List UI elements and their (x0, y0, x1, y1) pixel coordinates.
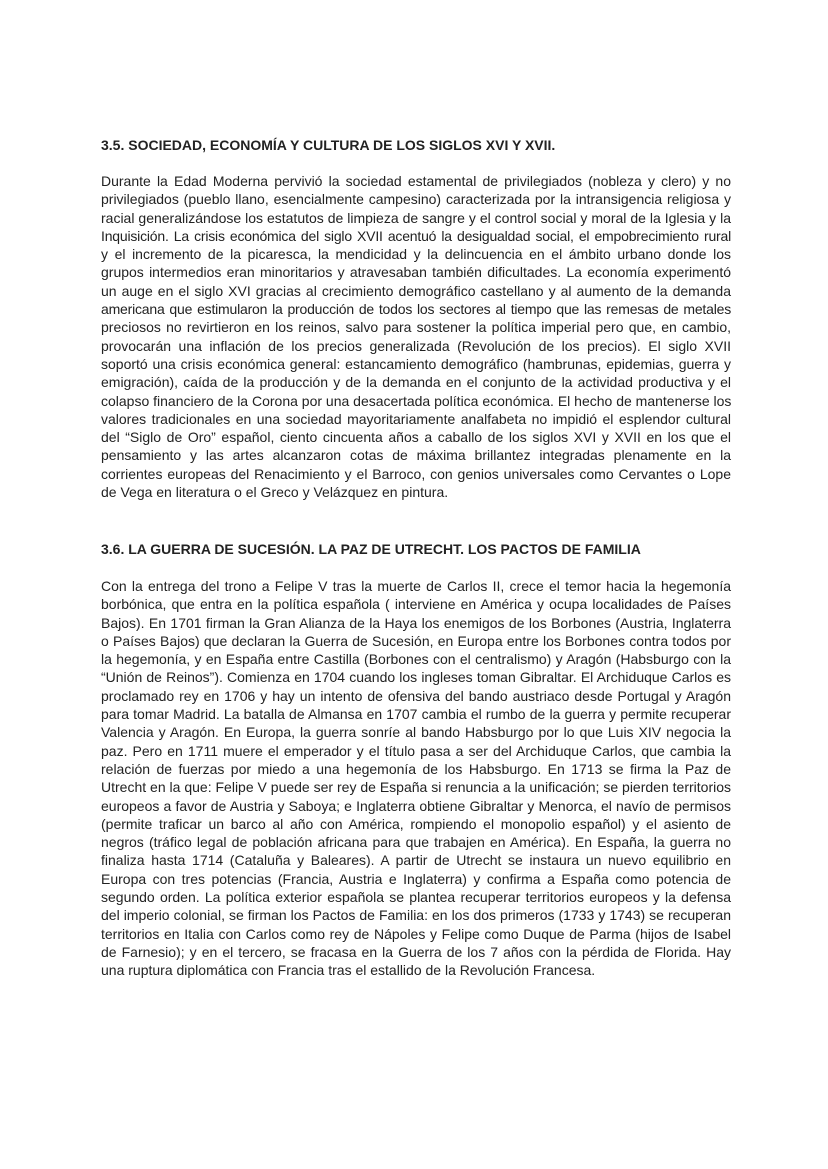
section-paragraph-3-6 (101, 577, 731, 980)
paragraph-line: americana que estimularon la producción de todos los sectores al tiempo que las remesas de metales (101, 301, 731, 318)
paragraph-line: un auge en el siglo XVI gracias al crecimiento demográfico castellano y al aumento de la demanda (101, 282, 731, 299)
paragraph-line: grupos intermedios eran minoritarios y atravesaban también dificultades. La economía experimentó (101, 264, 731, 281)
paragraph-line: “Unión de Reinos”). Comienza en 1704 cuando los ingleses toman Gibraltar. El Archiduque Carlos es (101, 669, 731, 686)
paragraph-line: borbónica, que entra en la política española ( interviene en América y ocupa localidades de Países (101, 596, 731, 613)
paragraph-line: racial generalizándose los estatutos de limpieza de sangre y el control social y moral de la Iglesia y la (101, 209, 731, 226)
paragraph-line: Utrecht en la que: Felipe V puede ser rey de España si renuncia a la unificación; se pierden territorios (101, 779, 731, 796)
paragraph-line: valores tradicionales en una sociedad mayoritariamente analfabeta no impidió el esplendor cultural (101, 410, 731, 427)
paragraph-line: Bajos). En 1701 firman la Gran Alianza de la Haya los enemigos de los Borbones (Austria, Inglaterra (101, 614, 731, 631)
paragraph-line: del imperio colonial, se firman los Pactos de Familia: en los dos primeros (1733 y 1743) se recuperan (101, 907, 731, 924)
paragraph-line: para tomar Madrid. La batalla de Almansa en 1707 cambia el rumbo de la guerra y permite recuperar (101, 706, 731, 723)
paragraph-line: una ruptura diplomática con Francia tras el estallido de la Revolución Francesa. (101, 962, 596, 979)
paragraph-line: pensamiento y las artes alcanzaron cotas de máxima brillantez integradas plenamente en la (101, 447, 731, 464)
paragraph-line: paz. Pero en 1711 muere el emperador y el título pasa a ser del Archiduque Carlos, que cambia la (101, 742, 731, 759)
paragraph-line: de Farnesio); y en el tercero, se fracasa en la Guerra de los 7 años con la pérdida de Florida. Hay (101, 943, 731, 960)
paragraph-line: negros (tráfico legal de población africana para que trabajen en América). En España, la guerra no (101, 834, 731, 851)
paragraph-line: Inquisición. La crisis económica del siglo XVII acentuó la desigualdad social, el empobrecimiento rural (101, 227, 731, 244)
section-paragraph-3-5 (101, 172, 731, 501)
paragraph-line: preciosos no revirtieron en los reinos, salvo para sostener la política imperial pero que, en cambio, (101, 319, 731, 336)
paragraph-line: Valencia y Aragón. En Europa, la guerra sonríe al bando Habsburgo por lo que Luis XIV negocia la (101, 724, 731, 741)
paragraph-line: soportó una crisis económica general: estancamiento demográfico (hambrunas, epidemias, guerra y (101, 355, 731, 372)
paragraph-line: de Vega en literatura o el Greco y Velázquez en pintura. (101, 484, 449, 501)
paragraph-line: provocarán una inflación de los precios generalizada (Revolución de los precios). El siglo XVII (101, 337, 731, 354)
paragraph-line: proclamado rey en 1706 y hay un intento de ofensiva del bando austriaco desde Portugal y Aragón (101, 687, 731, 704)
paragraph-line: europeos a favor de Austria y Saboya; e Inglaterra obtiene Gibraltar y Menorca, el navío de permisos (101, 797, 731, 814)
paragraph-line: (permite traficar un barco al año con América, rompiendo el monopolio español) y el asiento de (101, 815, 731, 832)
paragraph-line: Durante la Edad Moderna pervivió la sociedad estamental de privilegiados (nobleza y clero) y no (101, 173, 731, 189)
paragraph-line: finaliza hasta 1714 (Cataluña y Baleares). A partir de Utrecht se instaura un nuevo equilibrio en (101, 852, 731, 869)
paragraph-line: corrientes europeas del Renacimiento y el Barroco, con genios universales como Cervantes o Lope (101, 465, 731, 482)
paragraph-line: o Países Bajos) que declaran la Guerra de Sucesión, en Europa entre los Borbones contra todos por (101, 632, 731, 649)
paragraph-line: Europa con tres potencias (Francia, Austria e Inglaterra) y confirma a España como potencia de (101, 870, 731, 887)
paragraph-line: la hegemonía, y en España entre Castilla (Borbones con el centralismo) y Aragón (Habsburgo con la (101, 651, 731, 668)
paragraph-line: del “Siglo de Oro” español, ciento cincuenta años a caballo de los siglos XVI y XVII en los que el (101, 429, 731, 446)
paragraph-line: territorios en Italia con Carlos como rey de Nápoles y Felipe como Duque de Parma (hijos de Isabel (101, 925, 731, 942)
paragraph-line: segundo orden. La política exterior española se plantea recuperar territorios europeos y la defensa (101, 889, 731, 906)
paragraph-line: Con la entrega del trono a Felipe V tras la muerte de Carlos II, crece el temor hacia la hegemonía (101, 578, 731, 594)
paragraph-line: privilegiados (pueblo llano, esencialmente campesino) caracterizada por la intransigencia religiosa y (101, 191, 731, 208)
paragraph-line: emigración), caída de la producción y de la demanda en el conjunto de la actividad productiva y el (101, 374, 731, 391)
section-heading-3-6: 3.6. LA GUERRA DE SUCESIÓN. LA PAZ DE UTRECHT. LOS PACTOS DE FAMILIA (101, 541, 641, 557)
section-heading-3-5: 3.5. SOCIEDAD, ECONOMÍA Y CULTURA DE LOS SIGLOS XVI Y XVII. (101, 137, 556, 153)
paragraph-line: colapso financiero de la Corona por una desacertada política económica. El hecho de mantenerse los (101, 392, 732, 409)
paragraph-line: y el incremento de la picaresca, la mendicidad y la delincuencia en el ámbito urbano donde los (101, 246, 731, 263)
paragraph-line: relación de fuerzas por miedo a una hegemonía de los Habsburgo. En 1713 se firma la Paz de (101, 760, 731, 777)
